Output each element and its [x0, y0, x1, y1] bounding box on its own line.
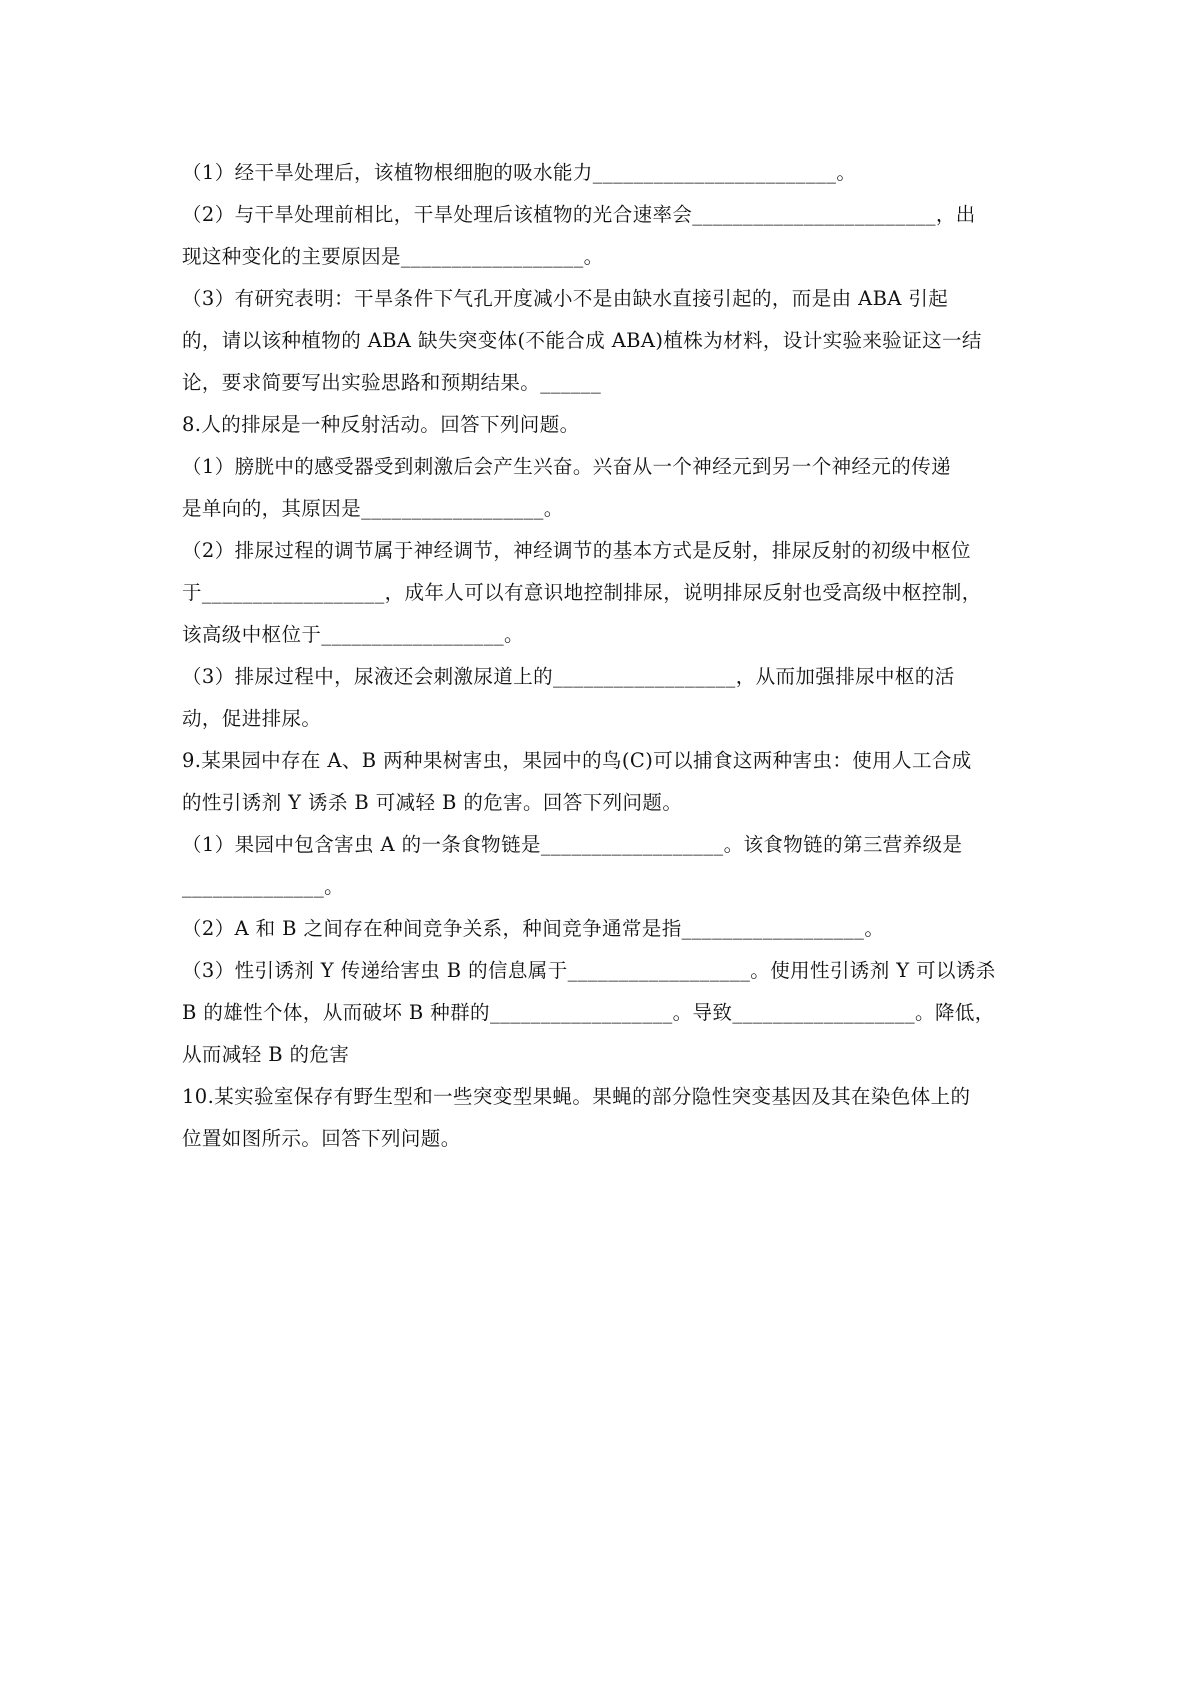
q8-sub2-line1: （2）排尿过程的调节属于神经调节，神经调节的基本方式是反射，排尿反射的初级中枢位 — [182, 539, 971, 562]
q8-sub2-line2: 于__________________，成年人可以有意识地控制排尿，说明排尿反射也受高级中枢控制， — [182, 581, 982, 604]
q7-sub2-line2: 现这种变化的主要原因是__________________。 — [182, 245, 604, 268]
q8-sub3-line1: （3）排尿过程中，尿液还会刺激尿道上的__________________，从而加强排尿中枢的活 — [182, 665, 955, 688]
q8-sub2-line3: 该高级中枢位于__________________。 — [182, 623, 524, 646]
q7-sub1-line1: （1）经干旱处理后，该植物根细胞的吸水能力________________________。 — [182, 161, 857, 184]
q10-stem-line2: 位置如图所示。回答下列问题。 — [182, 1127, 461, 1150]
q9-sub2-line1: （2）A 和 B 之间存在种间竞争关系，种间竞争通常是指__________________。 — [182, 917, 885, 940]
q9-sub1-line2: ______________。 — [182, 875, 344, 898]
q8-sub1-line1: （1）膀胱中的感受器受到刺激后会产生兴奋。兴奋从一个神经元到另一个神经元的传递 — [182, 455, 952, 478]
q7-sub2-line1: （2）与干旱处理前相比，干旱处理后该植物的光合速率会________________________，出 — [182, 203, 976, 226]
q7-sub3-line3: 论，要求简要写出实验思路和预期结果。______ — [182, 371, 602, 394]
q7-sub3-line1: （3）有研究表明：干旱条件下气孔开度减小不是由缺水直接引起的，而是由 ABA 引起 — [182, 287, 949, 310]
question-8-section — [182, 404, 1022, 740]
question-7-section — [182, 152, 1022, 404]
q8-stem: 8.人的排尿是一种反射活动。回答下列问题。 — [182, 413, 580, 436]
q9-sub3-line1: （3）性引诱剂 Y 传递给害虫 B 的信息属于__________________。使用性引诱剂 Y 可以诱杀 — [182, 959, 996, 982]
q8-sub3-line2: 动，促进排尿。 — [182, 707, 322, 730]
q9-sub3-line3: 从而减轻 B 的危害 — [182, 1043, 350, 1066]
q9-sub3-line2: B 的雄性个体，从而破坏 B 种群的__________________。导致__________________。降低， — [182, 1001, 995, 1024]
question-10-section — [182, 1076, 1022, 1160]
q9-stem-line1: 9.某果园中存在 A、B 两种果树害虫，果园中的鸟(C)可以捕食这两种害虫：使用人工合成 — [182, 749, 972, 772]
question-9-section — [182, 740, 1022, 1076]
q9-sub1-line1: （1）果园中包含害虫 A 的一条食物链是__________________。该食物链的第三营养级是 — [182, 833, 963, 856]
document-body — [182, 152, 1022, 1160]
q9-stem-line2: 的性引诱剂 Y 诱杀 B 可减轻 B 的危害。回答下列问题。 — [182, 791, 683, 814]
q7-sub3-line2: 的，请以该种植物的 ABA 缺失突变体(不能合成 ABA)植株为材料，设计实验来验证这一结 — [182, 329, 982, 352]
q10-stem-line1: 10.某实验室保存有野生型和一些突变型果蝇。果蝇的部分隐性突变基因及其在染色体上的 — [182, 1085, 971, 1108]
q8-sub1-line2: 是单向的，其原因是__________________。 — [182, 497, 564, 520]
